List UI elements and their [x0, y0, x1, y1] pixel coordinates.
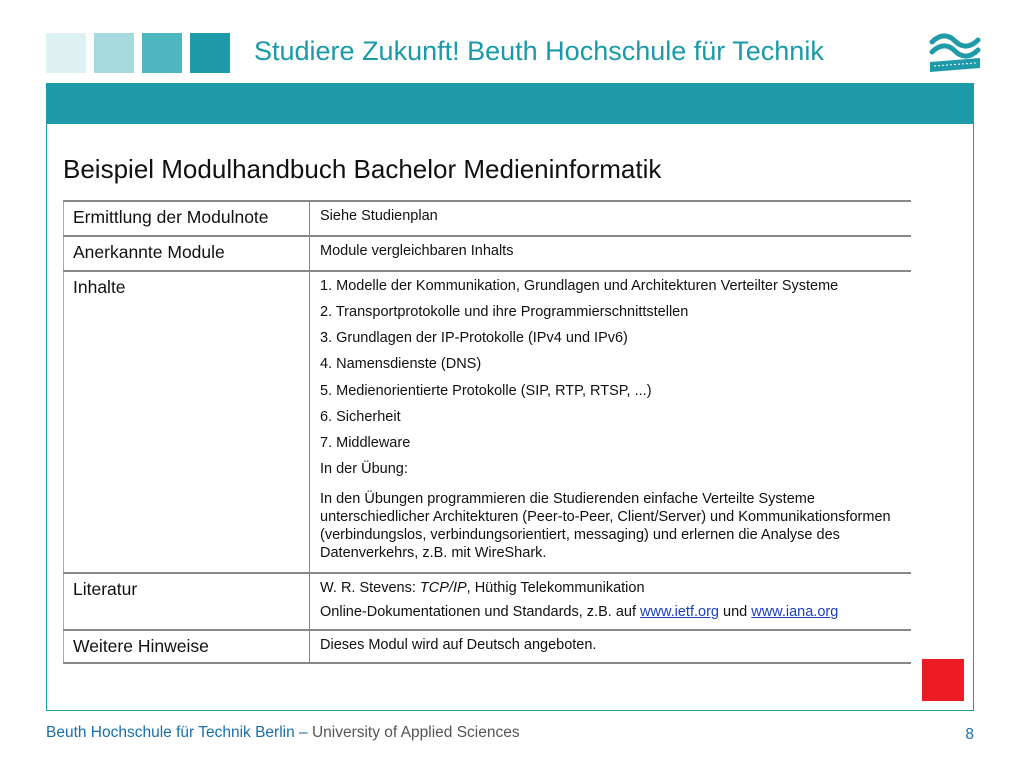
- module-document: [63, 200, 911, 662]
- header-square-2: [94, 33, 134, 73]
- list-item: 6. Sicherheit: [320, 408, 401, 425]
- footer: [46, 724, 520, 742]
- literature-line-1: [320, 579, 903, 597]
- list-item: 4. Namensdienste (DNS): [320, 356, 482, 373]
- row-label: Literatur: [64, 573, 310, 630]
- row-value: Dieses Modul wird auf Deutsch angeboten.: [310, 630, 912, 663]
- table-row: [64, 630, 912, 663]
- row-value: [310, 573, 912, 630]
- row-value: Siehe Studienplan: [310, 201, 912, 236]
- slide-title: Beispiel Modulhandbuch Bachelor Medieninformatik: [63, 154, 662, 184]
- literature-line-2: [320, 603, 903, 621]
- footer-affiliation: University of Applied Sciences: [311, 724, 520, 741]
- row-label: Weitere Hinweise: [64, 630, 310, 663]
- header-square-1: [46, 33, 86, 73]
- row-label: Ermittlung der Modulnote: [64, 201, 310, 236]
- header-square-3: [142, 33, 182, 73]
- list-item: 3. Grundlagen der IP-Protokolle (IPv4 und IPv6): [320, 330, 628, 347]
- literature-publisher: , Hüthig Telekommunikation: [466, 580, 645, 596]
- exercise-heading: In der Übung:: [320, 460, 408, 477]
- module-table: [63, 200, 911, 664]
- row-label: Anerkannte Module: [64, 236, 310, 271]
- slide-frame: [46, 83, 974, 711]
- literature-author: W. R. Stevens:: [320, 580, 420, 596]
- header-band: [47, 84, 973, 124]
- footer-separator: –: [294, 724, 312, 741]
- footer-institution: Beuth Hochschule für Technik Berlin: [46, 724, 295, 741]
- red-square-icon: [922, 659, 964, 701]
- header-square-4: [190, 33, 230, 73]
- literature-title: TCP/IP: [419, 580, 467, 596]
- page-number: 8: [965, 726, 974, 743]
- row-label: Inhalte: [64, 271, 310, 573]
- list-item: 7. Middleware: [320, 434, 411, 451]
- table-row: [64, 236, 912, 271]
- exercise-text: In den Übungen programmieren die Studierenden einfache Verteilte Systeme unterschiedlicher Architekturen (Peer-to-Peer, Client/Server) und Kommunikationsformen (verbindungslos, verbindungsorientiert, messaging) und erlernen die Analyse des Datenverkehrs, z.B. mit WireShark.: [320, 491, 891, 562]
- list-item: 5. Medienorientierte Protokolle (SIP, RTP, RTSP, ...): [320, 382, 652, 399]
- row-value: Module vergleichbaren Inhalts: [310, 236, 912, 271]
- beuth-logo-icon: [926, 30, 984, 76]
- table-row: [64, 201, 912, 236]
- list-item: 1. Modelle der Kommunikation, Grundlagen und Architekturen Verteilter Systeme: [320, 278, 839, 294]
- header-title: Studiere Zukunft! Beuth Hochschule für Technik: [254, 36, 824, 66]
- ietf-link[interactable]: www.ietf.org: [640, 604, 719, 621]
- table-row: [64, 271, 912, 573]
- list-item: 2. Transportprotokolle und ihre Programmierschnittstellen: [320, 304, 689, 321]
- table-row: [64, 573, 912, 630]
- literature-mid: und: [718, 604, 752, 621]
- row-value: [310, 271, 912, 573]
- iana-link[interactable]: www.iana.org: [751, 604, 839, 621]
- literature-prefix: Online-Dokumentationen und Standards, z.B. auf: [320, 604, 640, 621]
